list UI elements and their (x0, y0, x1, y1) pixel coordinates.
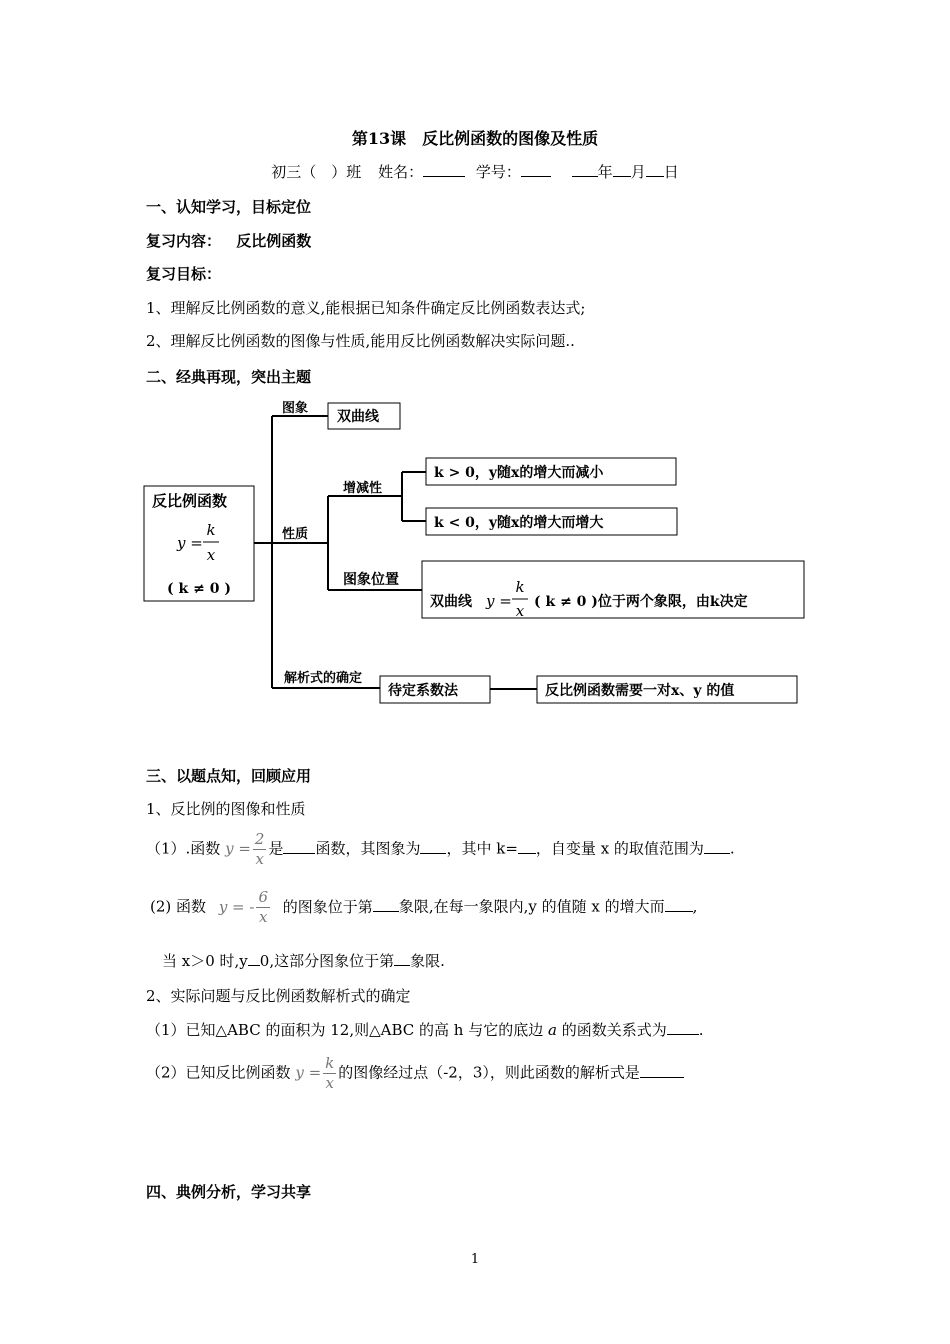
question-4 (146, 1056, 684, 1091)
q1-den: x (255, 850, 264, 868)
q1-formula-lhs: y = (225, 839, 251, 858)
section3-heading: 三、以题点知，回顾应用 (146, 767, 312, 785)
q2-text-b: 的图象位于第 (282, 897, 373, 916)
question-2 (150, 890, 697, 925)
year-label: 年 (597, 163, 613, 181)
hyperbola-label: 双曲线 (337, 409, 379, 425)
q2-blank-1 (373, 897, 399, 912)
q3-blank (667, 1020, 699, 1035)
q3-text-a: （1）已知△ABC 的面积为 12,则△ABC 的高 h 与它的底边 (146, 1021, 544, 1039)
q3-text-b: 的函数关系式为 (561, 1021, 667, 1039)
diagram-boxes (144, 403, 804, 703)
q1-blank-3 (518, 839, 536, 854)
section2-heading: 二、经典再现，突出主题 (146, 368, 312, 386)
q4-blank (640, 1063, 684, 1078)
mono-neg-text: k < 0，y随x的增大而增大 (434, 515, 604, 531)
q2-fraction (256, 890, 270, 925)
sub2-heading: 2、实际问题与反比例函数解析式的确定 (146, 987, 411, 1005)
q2-den: x (259, 908, 268, 926)
question-3 (146, 1019, 704, 1040)
q2-prefix: (2) 函数 (150, 897, 207, 916)
section1-heading: 一、认知学习，目标定位 (146, 198, 312, 216)
position-formula-lhs: y = (486, 592, 512, 610)
q4-text-a: （2）已知反比例函数 (146, 1063, 291, 1082)
method-note-text: 反比例函数需要一对x、y 的值 (545, 683, 735, 699)
goal-1: 1、理解反比例函数的意义,能根据已知条件确定反比例函数表达式; (146, 299, 586, 317)
q4-num: k (325, 1054, 335, 1072)
page-number: 1 (470, 1252, 480, 1267)
q1-text-f: . (729, 839, 735, 858)
q4-den: x (325, 1074, 334, 1092)
section4-heading: 四、典例分析，学习共享 (146, 1183, 312, 1201)
q1-blank-2 (420, 839, 446, 854)
question-1 (146, 832, 735, 867)
q1-text-c: 函数，其图象为 (315, 839, 421, 858)
root-formula-den: x (206, 546, 216, 564)
root-condition: ( k ≠ 0 ) (167, 581, 231, 597)
sub1-heading: 1、反比例的图像和性质 (146, 800, 306, 818)
root-formula-lhs: y = (177, 534, 203, 552)
method-label: 待定系数法 (388, 683, 458, 699)
q1-fraction (253, 832, 267, 867)
root-title: 反比例函数 (152, 492, 228, 510)
position-formula-den: x (515, 602, 525, 620)
class-label: 初三（ ）班 (271, 163, 362, 181)
q1-blank-4 (704, 839, 730, 854)
q3-var: a (547, 1021, 557, 1039)
q1-blank-1 (283, 839, 315, 854)
connector-lines (254, 416, 537, 689)
question-2-line2 (162, 950, 445, 971)
q1-num: 2 (254, 830, 265, 848)
q2-blank-2 (665, 897, 693, 912)
review-content-label: 复习内容： (146, 232, 222, 250)
monotonic-label: 增减性 (343, 481, 383, 496)
review-goals-label: 复习目标： (146, 265, 222, 283)
q4-fraction (323, 1056, 336, 1091)
month-label: 月 (630, 163, 646, 181)
q2-blank-4 (394, 951, 410, 966)
position-text-a: 双曲线 (430, 594, 472, 610)
number-label: 学号： (475, 163, 521, 181)
q2-text-d: , (692, 897, 698, 916)
q1-text-d: ，其中 k= (446, 839, 518, 858)
q1-text-e: ，自变量 x 的取值范围为 (535, 839, 704, 858)
page-title: 第13课 反比例函数的图像及性质 (351, 129, 599, 148)
position-text-b: ( k ≠ 0 )位于两个象限，由k决定 (534, 594, 748, 610)
q2-text-c: 象限,在每一象限内,y 的值随 x 的增大而 (398, 897, 665, 916)
position-label: 图象位置 (343, 572, 399, 588)
root-formula-num: k (206, 521, 216, 539)
review-content-value: 反比例函数 (236, 232, 312, 250)
q2-num: 6 (258, 888, 269, 906)
mono-pos-text: k > 0，y随x的增大而减小 (434, 465, 604, 481)
q2-line2-c: 象限. (410, 952, 445, 970)
goal-2: 2、理解反比例函数的图像与性质,能用反比例函数解决实际问题.. (146, 332, 575, 350)
q2-blank-3 (248, 951, 260, 966)
branch-property-label: 性质 (282, 527, 309, 542)
q4-text-b: 的图像经过点（-2，3），则此函数的解析式是 (338, 1063, 640, 1082)
q1-prefix: （1）.函数 (146, 839, 221, 858)
q3-text-c: . (698, 1021, 704, 1039)
branch-expr-label: 解析式的确定 (284, 671, 363, 686)
name-label: 姓名： (378, 163, 424, 181)
q2-formula-lhs: y = - (218, 897, 255, 916)
position-formula-num: k (515, 578, 525, 596)
q4-formula-lhs: y = (295, 1063, 322, 1082)
q2-line2-b: 0,这部分图象位于第 (259, 952, 395, 970)
q2-line2-a: 当 x＞0 时,y (162, 952, 248, 970)
day-label: 日 (663, 163, 679, 181)
q1-text-b: 是 (268, 839, 284, 858)
branch-graph-label: 图象 (282, 401, 309, 416)
